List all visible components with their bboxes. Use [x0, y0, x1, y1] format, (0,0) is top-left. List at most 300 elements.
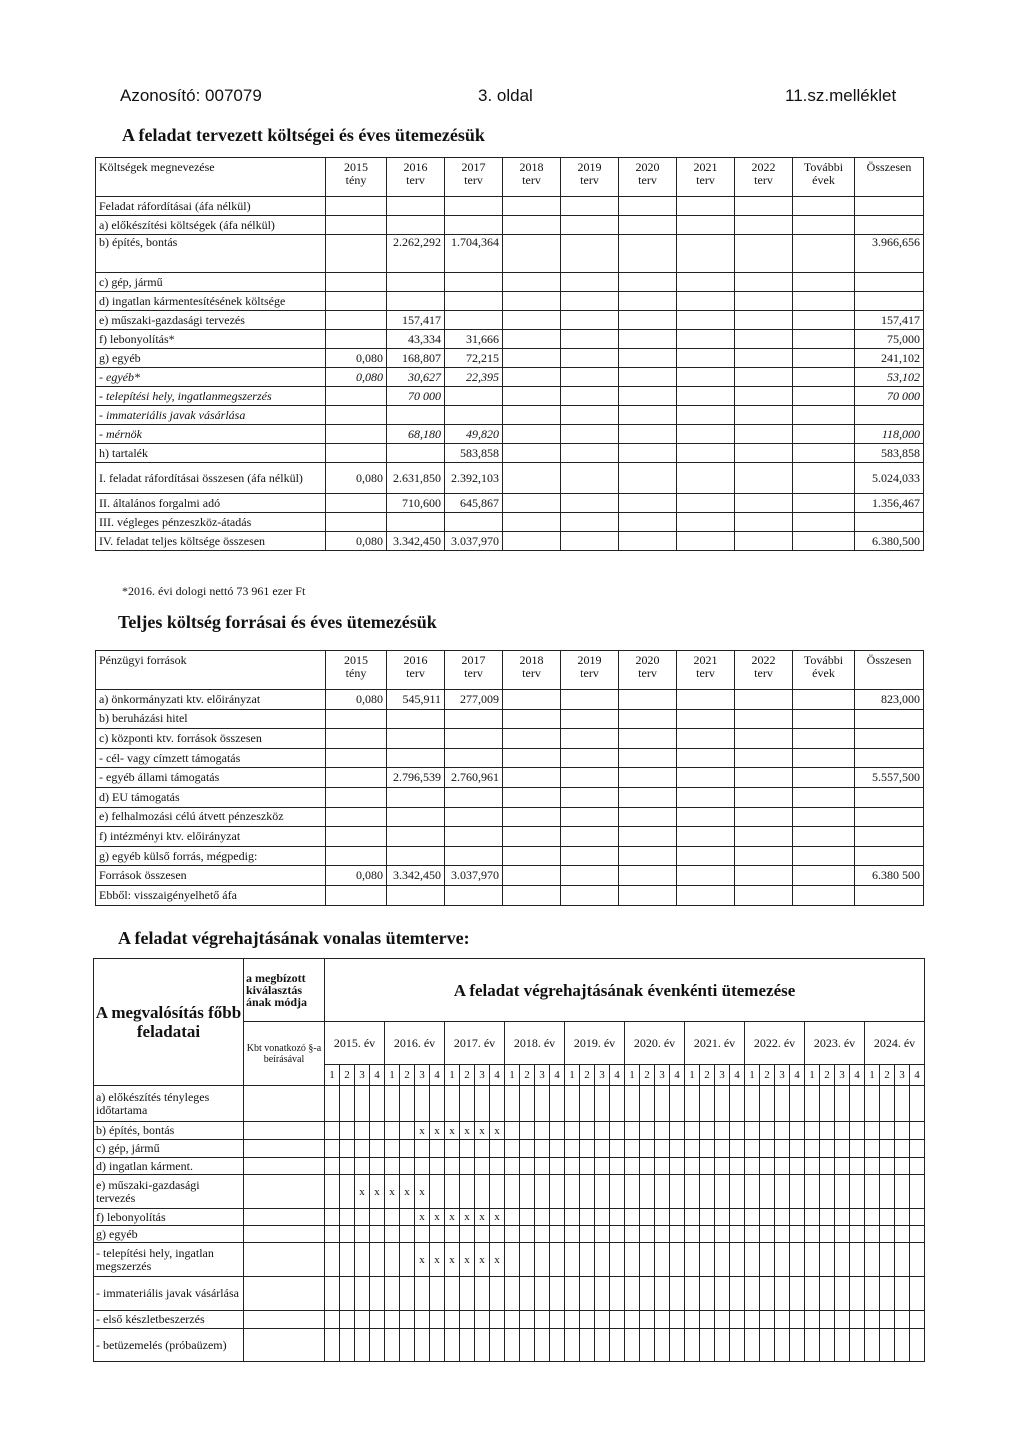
- schedule-cell: [685, 1086, 700, 1122]
- value-cell: [855, 748, 924, 768]
- year-header: 2021. év: [685, 1022, 745, 1065]
- value-cell: [619, 425, 677, 444]
- schedule-cell: [580, 1311, 595, 1329]
- column-year-label: 2019: [577, 653, 602, 667]
- schedule-cell: [370, 1209, 385, 1226]
- schedule-cell: [610, 1329, 625, 1362]
- schedule-cell: [805, 1329, 820, 1362]
- schedule-cell: [760, 1158, 775, 1175]
- value-cell: [503, 807, 561, 827]
- row-label: - egyéb*: [96, 368, 326, 387]
- quarter-header: 3: [715, 1065, 730, 1086]
- schedule-cell: [895, 1140, 910, 1158]
- schedule-cell: [910, 1329, 925, 1362]
- schedule-cell: [640, 1122, 655, 1140]
- value-cell: [503, 216, 561, 235]
- schedule-cell: [370, 1311, 385, 1329]
- value-cell: [735, 532, 793, 551]
- schedule-cell: [400, 1329, 415, 1362]
- value-cell: [387, 273, 445, 292]
- value-cell: [619, 330, 677, 349]
- schedule-cell: [415, 1226, 430, 1243]
- schedule-cell: [910, 1122, 925, 1140]
- column-year-label: További: [803, 160, 844, 174]
- quarter-header: 2: [400, 1065, 415, 1086]
- value-cell: [561, 273, 619, 292]
- column-header-year: [793, 651, 855, 690]
- task-label: a) előkészítés tényleges időtartama: [94, 1086, 244, 1122]
- column-sub-label: terv: [406, 666, 425, 680]
- schedule-cell: [340, 1311, 355, 1329]
- row-label: d) EU támogatás: [96, 787, 326, 807]
- value-cell: [561, 425, 619, 444]
- year-header: 2020. év: [625, 1022, 685, 1065]
- schedule-cell: [505, 1277, 520, 1311]
- schedule-cell: [700, 1209, 715, 1226]
- value-cell: [503, 292, 561, 311]
- schedule-cell: [715, 1329, 730, 1362]
- value-cell: [619, 885, 677, 905]
- schedule-cell: [835, 1329, 850, 1362]
- value-cell: 0,080: [326, 463, 387, 494]
- table-row: [96, 846, 924, 866]
- value-cell: [445, 197, 503, 216]
- schedule-cell: [400, 1243, 415, 1277]
- schedule-cell: [565, 1209, 580, 1226]
- schedule-cell: [445, 1086, 460, 1122]
- schedule-cell: [535, 1122, 550, 1140]
- schedule-cell: [820, 1243, 835, 1277]
- value-cell: [677, 444, 735, 463]
- schedule-mark: x: [415, 1243, 430, 1277]
- column-year-label: 2021: [693, 653, 718, 667]
- value-cell: [561, 368, 619, 387]
- column-header-year: [855, 158, 924, 197]
- value-cell: [735, 866, 793, 886]
- value-cell: [855, 709, 924, 729]
- schedule-cell: [835, 1122, 850, 1140]
- value-cell: [387, 292, 445, 311]
- value-cell: 645,867: [445, 494, 503, 513]
- schedule-mark: x: [355, 1175, 370, 1209]
- value-cell: [619, 768, 677, 788]
- column-sub-label: terv: [522, 666, 541, 680]
- schedule-cell: [565, 1277, 580, 1311]
- task-label: f) lebonyolítás: [94, 1209, 244, 1226]
- schedule-cell: [670, 1226, 685, 1243]
- schedule-cell: [550, 1086, 565, 1122]
- schedule-cell: [520, 1209, 535, 1226]
- value-cell: [503, 444, 561, 463]
- row-label: b) beruházási hitel: [96, 709, 326, 729]
- schedule-cell: [880, 1175, 895, 1209]
- table-row: [96, 444, 924, 463]
- value-cell: [619, 406, 677, 425]
- value-cell: [793, 387, 855, 406]
- value-cell: 157,417: [387, 311, 445, 330]
- value-cell: [677, 807, 735, 827]
- schedule-cell: [445, 1311, 460, 1329]
- schedule-cell: [745, 1277, 760, 1311]
- value-cell: [326, 273, 387, 292]
- schedule-cell: [415, 1277, 430, 1311]
- row-label: g) egyéb: [96, 349, 326, 368]
- quarter-header: 3: [595, 1065, 610, 1086]
- column-sub-label: tény: [345, 173, 367, 187]
- quarter-header: 4: [610, 1065, 625, 1086]
- column-year-label: 2021: [693, 160, 718, 174]
- column-header-year: [445, 651, 503, 690]
- schedule-cell: [385, 1226, 400, 1243]
- schedule-cell: [460, 1175, 475, 1209]
- quarter-header: 4: [850, 1065, 865, 1086]
- column-year-label: 2016: [403, 653, 428, 667]
- schedule-cell: [880, 1140, 895, 1158]
- schedule-cell: [820, 1122, 835, 1140]
- schedule-cell: [475, 1329, 490, 1362]
- value-cell: [735, 197, 793, 216]
- schedule-cell: [775, 1329, 790, 1362]
- schedule-mark: x: [475, 1209, 490, 1226]
- value-cell: [735, 387, 793, 406]
- quarter-header: 3: [355, 1065, 370, 1086]
- schedule-cell: [385, 1086, 400, 1122]
- schedule-mark: x: [490, 1122, 505, 1140]
- schedule-cell: [340, 1086, 355, 1122]
- value-cell: [677, 349, 735, 368]
- column-header-year: [326, 158, 387, 197]
- value-cell: [735, 513, 793, 532]
- value-cell: 157,417: [855, 311, 924, 330]
- schedule-cell: [400, 1140, 415, 1158]
- value-cell: [503, 513, 561, 532]
- year-header: 2023. év: [805, 1022, 865, 1065]
- schedule-cell: [895, 1158, 910, 1175]
- column-sub-label: terv: [464, 666, 483, 680]
- schedule-cell: [535, 1311, 550, 1329]
- schedule-cell: [820, 1158, 835, 1175]
- value-cell: 2.262,292: [387, 235, 445, 273]
- value-cell: 2.392,103: [445, 463, 503, 494]
- schedule-cell: [595, 1122, 610, 1140]
- schedule-cell: [595, 1243, 610, 1277]
- value-cell: 241,102: [855, 349, 924, 368]
- value-cell: 0,080: [326, 866, 387, 886]
- quarter-header: 2: [880, 1065, 895, 1086]
- schedule-cell: [520, 1086, 535, 1122]
- value-cell: [793, 330, 855, 349]
- schedule-cell: [610, 1175, 625, 1209]
- quarter-header: 4: [370, 1065, 385, 1086]
- schedule-cell: [325, 1086, 340, 1122]
- value-cell: [326, 748, 387, 768]
- value-cell: [561, 787, 619, 807]
- value-cell: 22,395: [445, 368, 503, 387]
- schedule-cell: [850, 1329, 865, 1362]
- value-cell: [793, 311, 855, 330]
- row-label: - cél- vagy címzett támogatás: [96, 748, 326, 768]
- value-cell: [561, 463, 619, 494]
- value-cell: [387, 827, 445, 847]
- row-label: a) önkormányzati ktv. előirányzat: [96, 690, 326, 710]
- column-header-year: [503, 158, 561, 197]
- document-id: Azonosító: 007079: [120, 86, 262, 105]
- value-cell: [619, 866, 677, 886]
- value-cell: 30,627: [387, 368, 445, 387]
- column-header-year: [387, 651, 445, 690]
- value-cell: [793, 425, 855, 444]
- schedule-cell: [520, 1122, 535, 1140]
- schedule-cell: [430, 1140, 445, 1158]
- schedule-cell: [565, 1086, 580, 1122]
- schedule-cell: [625, 1122, 640, 1140]
- value-cell: [619, 311, 677, 330]
- method-cell: [244, 1226, 325, 1243]
- schedule-cell: [700, 1140, 715, 1158]
- value-cell: [387, 787, 445, 807]
- column-header-year: [503, 651, 561, 690]
- schedule-header-row: [94, 959, 925, 1022]
- value-cell: [326, 494, 387, 513]
- schedule-mark: x: [415, 1209, 430, 1226]
- value-cell: [735, 444, 793, 463]
- row-label: b) építés, bontás: [96, 235, 326, 273]
- schedule-cell: [715, 1158, 730, 1175]
- column-header-year: [855, 651, 924, 690]
- schedule-cell: [535, 1226, 550, 1243]
- value-cell: [445, 292, 503, 311]
- header-row: [96, 158, 924, 197]
- schedule-cell: [850, 1122, 865, 1140]
- value-cell: [619, 690, 677, 710]
- schedule-cell: [775, 1277, 790, 1311]
- quarter-header: 1: [445, 1065, 460, 1086]
- schedule-cell: [580, 1243, 595, 1277]
- column-year-label: 2018: [519, 160, 544, 174]
- quarter-header: 3: [835, 1065, 850, 1086]
- row-label: - immateriális javak vásárlása: [96, 406, 326, 425]
- value-cell: [445, 729, 503, 749]
- row-label: e) felhalmozási célú átvett pénzeszköz: [96, 807, 326, 827]
- schedule-cell: [325, 1329, 340, 1362]
- schedule-cell: [730, 1209, 745, 1226]
- column-header-year: [793, 158, 855, 197]
- row-label: Feladat ráfordításai (áfa nélkül): [96, 197, 326, 216]
- method-column-subheader: Kbt vonatkozó §-a beírásával: [244, 1022, 325, 1086]
- schedule-task-row: [94, 1209, 925, 1226]
- schedule-cell: [655, 1140, 670, 1158]
- schedule-cell: [865, 1175, 880, 1209]
- row-label: - egyéb állami támogatás: [96, 768, 326, 788]
- value-cell: [793, 690, 855, 710]
- schedule-cell: [595, 1140, 610, 1158]
- value-cell: [445, 273, 503, 292]
- schedule-cell: [460, 1277, 475, 1311]
- method-cell: [244, 1158, 325, 1175]
- value-cell: [619, 216, 677, 235]
- schedule-mark: x: [490, 1243, 505, 1277]
- schedule-cell: [595, 1158, 610, 1175]
- value-cell: 3.342,450: [387, 532, 445, 551]
- value-cell: [503, 709, 561, 729]
- value-cell: [326, 787, 387, 807]
- table-row: [96, 807, 924, 827]
- schedule-cell: [340, 1243, 355, 1277]
- schedule-cell: [565, 1175, 580, 1209]
- schedule-cell: [385, 1158, 400, 1175]
- schedule-cell: [730, 1243, 745, 1277]
- schedule-cell: [805, 1086, 820, 1122]
- value-cell: [677, 387, 735, 406]
- schedule-cell: [655, 1175, 670, 1209]
- schedule-cell: [400, 1311, 415, 1329]
- schedule-cell: [595, 1086, 610, 1122]
- schedule-cell: [385, 1122, 400, 1140]
- table-row: [96, 406, 924, 425]
- method-cell: [244, 1243, 325, 1277]
- schedule-cell: [385, 1209, 400, 1226]
- value-cell: [326, 709, 387, 729]
- value-cell: 68,180: [387, 425, 445, 444]
- value-cell: 2.631,850: [387, 463, 445, 494]
- schedule-cell: [865, 1209, 880, 1226]
- annex-label: 11.sz.melléklet: [785, 86, 897, 105]
- quarter-header: 1: [625, 1065, 640, 1086]
- quarter-header: 3: [535, 1065, 550, 1086]
- column-year-label: 2022: [751, 160, 776, 174]
- schedule-cell: [715, 1311, 730, 1329]
- table-row: [96, 387, 924, 406]
- value-cell: [561, 807, 619, 827]
- schedule-cell: [685, 1158, 700, 1175]
- row-label: - mérnök: [96, 425, 326, 444]
- schedule-cell: [850, 1140, 865, 1158]
- schedule-cell: [775, 1209, 790, 1226]
- schedule-cell: [760, 1329, 775, 1362]
- schedule-cell: [625, 1175, 640, 1209]
- quarter-header: 4: [550, 1065, 565, 1086]
- schedule-cell: [760, 1243, 775, 1277]
- schedule-cell: [820, 1277, 835, 1311]
- schedule-cell: [850, 1277, 865, 1311]
- value-cell: [561, 349, 619, 368]
- value-cell: 49,820: [445, 425, 503, 444]
- schedule-cell: [910, 1243, 925, 1277]
- schedule-cell: [610, 1243, 625, 1277]
- schedule-mark: x: [415, 1175, 430, 1209]
- quarter-header: 4: [430, 1065, 445, 1086]
- value-cell: 2.760,961: [445, 768, 503, 788]
- quarter-header: 2: [340, 1065, 355, 1086]
- value-cell: [619, 748, 677, 768]
- column-year-label: 2019: [577, 160, 602, 174]
- schedule-cell: [895, 1086, 910, 1122]
- schedule-cell: [760, 1086, 775, 1122]
- task-label: d) ingatlan kárment.: [94, 1158, 244, 1175]
- schedule-mark: x: [445, 1122, 460, 1140]
- table-row: [96, 709, 924, 729]
- row-label: a) előkészítési költségek (áfa nélkül): [96, 216, 326, 235]
- schedule-cell: [595, 1277, 610, 1311]
- schedule-cell: [370, 1158, 385, 1175]
- schedule-cell: [670, 1329, 685, 1362]
- schedule-cell: [700, 1086, 715, 1122]
- value-cell: [503, 729, 561, 749]
- schedule-cell: [805, 1243, 820, 1277]
- schedule-cell: [475, 1175, 490, 1209]
- value-cell: [793, 532, 855, 551]
- value-cell: [677, 216, 735, 235]
- column-header-year: [561, 158, 619, 197]
- schedule-cell: [355, 1086, 370, 1122]
- schedule-cell: [820, 1311, 835, 1329]
- schedule-cell: [730, 1158, 745, 1175]
- schedule-mark: x: [415, 1122, 430, 1140]
- schedule-cell: [670, 1086, 685, 1122]
- schedule-cell: [520, 1329, 535, 1362]
- schedule-cell: [520, 1226, 535, 1243]
- value-cell: [735, 292, 793, 311]
- value-cell: [561, 768, 619, 788]
- value-cell: [445, 846, 503, 866]
- schedule-cell: [535, 1277, 550, 1311]
- schedule-cell: [745, 1175, 760, 1209]
- schedule-cell: [790, 1311, 805, 1329]
- schedule-cell: [565, 1329, 580, 1362]
- value-cell: [735, 330, 793, 349]
- value-cell: 70 000: [855, 387, 924, 406]
- schedule-cell: [730, 1329, 745, 1362]
- value-cell: [793, 827, 855, 847]
- row-label: c) központi ktv. források összesen: [96, 729, 326, 749]
- value-cell: [387, 709, 445, 729]
- schedule-mark: x: [400, 1175, 415, 1209]
- schedule-cell: [520, 1175, 535, 1209]
- method-cell: [244, 1277, 325, 1311]
- quarter-header: 1: [805, 1065, 820, 1086]
- schedule-cell: [685, 1122, 700, 1140]
- schedule-cell: [550, 1175, 565, 1209]
- column-sub-label: terv: [696, 666, 715, 680]
- schedule-cell: [505, 1086, 520, 1122]
- schedule-mark: x: [460, 1122, 475, 1140]
- value-cell: 583,858: [445, 444, 503, 463]
- column-sub-label: terv: [754, 173, 773, 187]
- schedule-cell: [355, 1311, 370, 1329]
- schedule-cell: [355, 1226, 370, 1243]
- schedule-cell: [610, 1311, 625, 1329]
- column-sub-label: évek: [812, 173, 835, 187]
- table-row: [96, 330, 924, 349]
- value-cell: [677, 866, 735, 886]
- value-cell: [445, 387, 503, 406]
- schedule-cell: [745, 1243, 760, 1277]
- quarter-header: 3: [655, 1065, 670, 1086]
- schedule-cell: [610, 1158, 625, 1175]
- schedule-cell: [415, 1158, 430, 1175]
- schedule-cell: [865, 1158, 880, 1175]
- value-cell: [326, 311, 387, 330]
- value-cell: [561, 494, 619, 513]
- quarter-header: 3: [475, 1065, 490, 1086]
- method-cell: [244, 1140, 325, 1158]
- schedule-cell: [805, 1140, 820, 1158]
- row-label: h) tartalék: [96, 444, 326, 463]
- schedule-cell: [640, 1243, 655, 1277]
- column-year-label: 2017: [461, 160, 486, 174]
- table-row: [96, 748, 924, 768]
- schedule-cell: [550, 1122, 565, 1140]
